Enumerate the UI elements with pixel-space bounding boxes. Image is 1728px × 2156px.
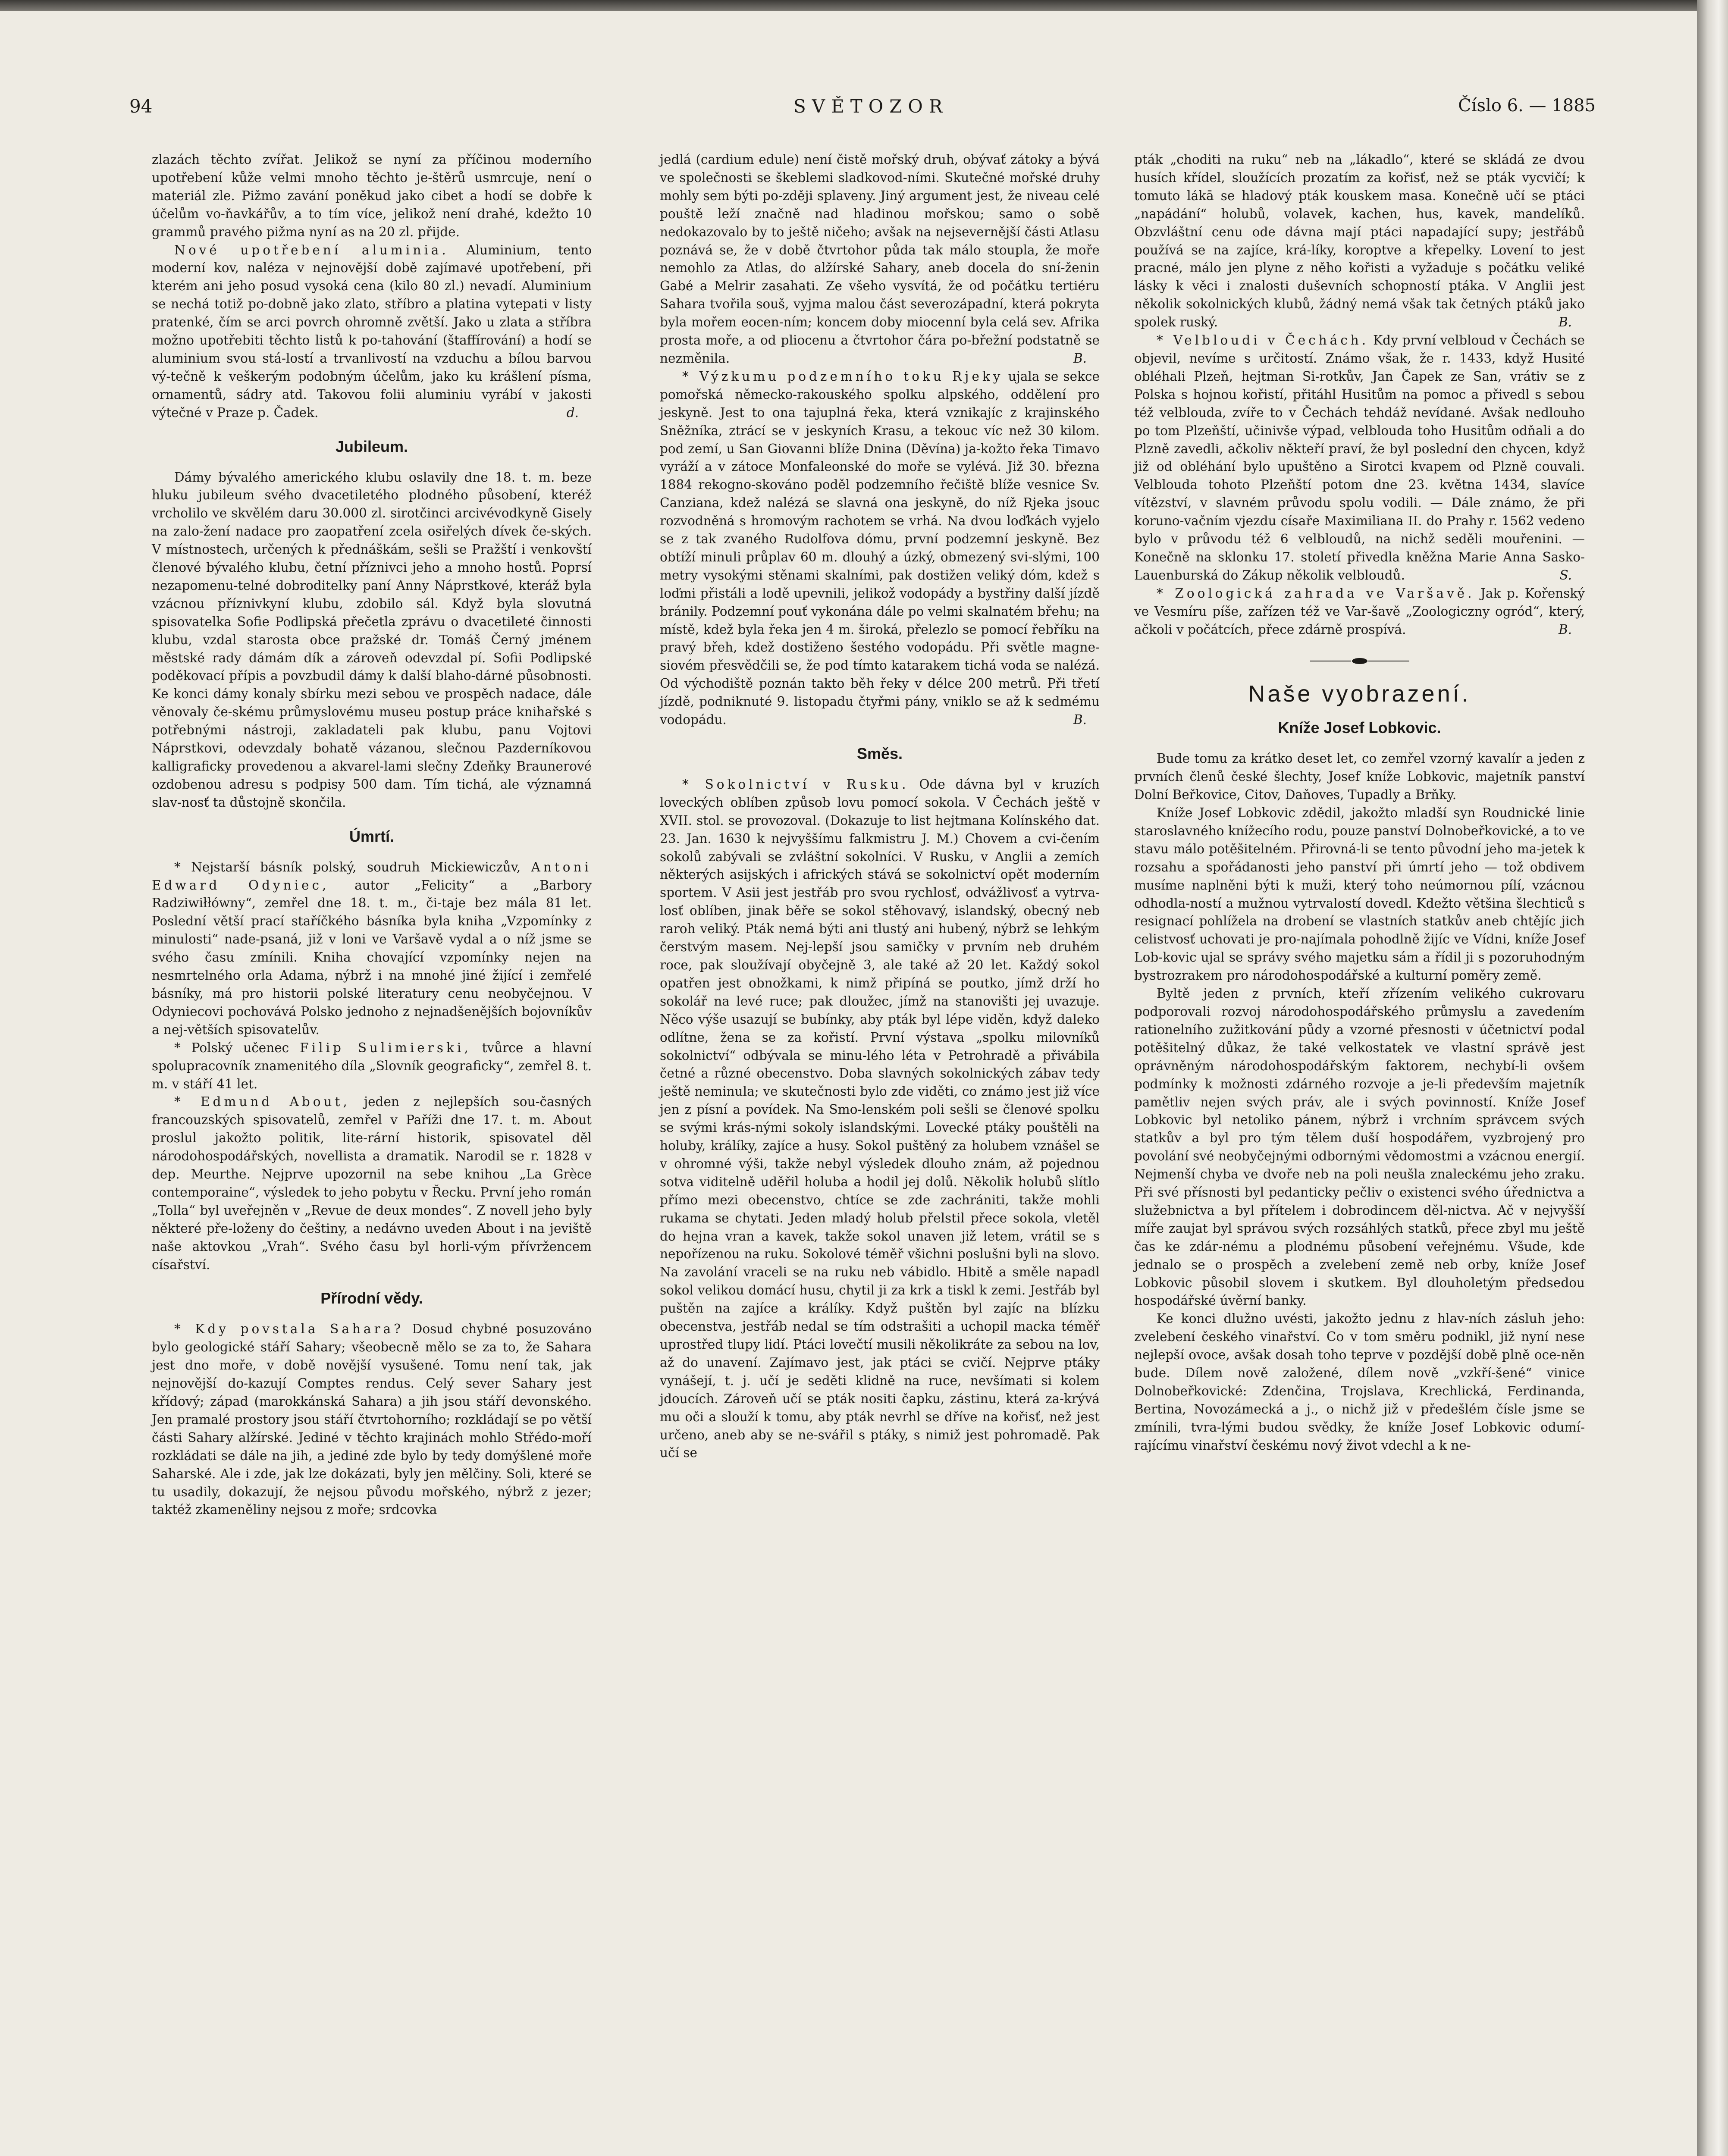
book-spine-edge xyxy=(1697,0,1728,2156)
author-signature: d. xyxy=(566,405,579,420)
article-sahara: * Kdy povstala Sahara? Dosud chybné posuzováno bylo geologické stáří Sahary; všeobecně mělo se za to, že Sahara jest dno moře, v době novější vysušené. Tomu není tak, jak nejnovější do-kazují Comptes rendus. Celý sever Sahary jest křídový; západ (marokkánská Sahara) a jih jsou stáří devonského. Jen pramalé prostory jsou stáří čtvrtohorního; rozkládají se po větší části Sahary alžírské. Jediné v těchto krajinách mohlo Střédo-moří rozkládati se dále na jih, a jediné zde bylo by tedy domýšlené moře Saharské. Ale i zde, jak lze dokázati, byly jen mělčiny. Soli, které se tu usadily, dokazují, že nejsou původu mořského, nýbrž z jezer; taktéž zkameněliny nejsou z moře; srdcovka xyxy=(152,1322,592,1517)
person-name: Antoni Edward Odyniec, xyxy=(152,859,592,893)
author-signature: S. xyxy=(1559,567,1572,583)
column-3 xyxy=(1134,151,1585,1455)
obituary-sulimierski: * Polský učenec Filip Sulimierski, tvůrce a hlavní spolupracovník znamenitého díla „Slovník geograficky“, zemřel 8. t. m. v stáří 41 let. xyxy=(152,1040,592,1091)
scan-top-edge xyxy=(0,0,1697,11)
article-sokolnictvi: * Sokolnictví v Rusku. Ode dávna byl v kruzích loveckých oblíben způsob lovu pomocí sokola. V Čechách ještě v XVII. stol. se provozoval. (Dokazuje to list hejtmana Kolínského dat. 23. Jan. 1630 k nejvyššímu falkmistru J. M.) Chovem a cvi-čením sokolů zabývali se zvláštní sokolníci. V Rusku, v Anglii a zemích některých asijských i afrických stává se sokolnictví opět moderním sportem. V Asii jest jestřáb pro svou rychlosť, odvážlivosť a vytrva-losť oblíben, jinak běře se sokol stěhovavý, islandský, obecný neb raroh veliký. Pták nemá býti ani tlustý ani hubený, nýbrž se lehkým čerstvým masem. Nej-lepší jsou samičky v prvním neb druhém roce, pak sloužívají obyčejně 3, ale také až 20 let. Každý sokol opatřen jest obnožkami, k nimž připíná se poutko, jímž drží ho sokolář na levé ruce; pak dloužec, jímž na stanovišti jej uvazuje. Něco výše usazují se bubínky, aby pták byl lépe viděn, když daleko odlítne, žena se za kořistí. První výstava „spolku milovníků sokolnictví“ odbývala se minu-lého léta v Petrohradě a přivábila četné a různé obecenstvo. Doba slavných sokolnických zábav tedy ještě neminula; ve skutečnosti bylo zde viděti, co známo jest již více jen z písní a povídek. Na Smo-lenském poli sešli se členové spolku se svými krás-nými sokoly islandskými. Lovecké ptáky pouštěli na holuby, králíky, zajíce a husy. Sokol puštěný za holubem vznášel se v ohromné výši, takže nebyl výsledek dlouho znám, až pojednou sotva viditelně uděřil holuba a hodil jej dolů. Několik holubů slítlo přímo mezi obecenstvo, chtíce se zde zachrániti, takže mohli rukama se chytati. Jeden mladý holub přelstil přece sokola, vletěl do hejna vran a kavek, takže sokol unaven již letem, vrátil se s nepořízenou na ruku. Sokolové téměř všichni poslušni byli na slovo. Na zavolání vraceli se na ruku neb vábidlo. Hbitě a směle napadl sokol velikou domácí husu, chytil ji za krk a tiskl k zemi. Jestřáb byl puštěn na zajíce a králíky. Když puštěn byl zajíc na blízku obecenstva, jestřáb nedal se tím odstrašiti a uchopil macka téměř uprostřed tlupy lidí. Ptáci lovečtí musili několikráte za sebou na lov, až do unavení. Zajímavo jest, jak ptáci se cvičí. Nejprve ptáky vynášejí, t. j. učí je seděti klidně na ruce, nevšímati si kolem jdoucích. Zároveň učí se pták nositi čapku, zástinu, která za-krývá mu oči a slouží k tomu, aby pták nevrhl se dříve na kořisť, než jest určeno, aneb aby se ne-svářil s ptáky, s nimiž jest pohromadě. Pak učí se xyxy=(660,777,1100,1460)
person-name: Filip Sulimierski, xyxy=(300,1040,471,1055)
issue-label: Číslo 6. — 1885 xyxy=(1458,96,1596,116)
section-divider-ornament xyxy=(1310,656,1409,666)
obituary-odyniec: * Nejstarší básník polský, soudruh Mickiewiczův, Antoni Edward Odyniec, autor „Felicity“ a „Barbory Radziwiłłówny“, zemřel dne 18. t. m., či-taje bez mála 81 let. Poslední větší prací staříčkého básníka byla kniha „Vzpomínky z minulosti“ nade-psaná, již v loni ve Varšavě vydal a o níž jsme se svého času zmínili. Kniha chovající vzpomínky nejen na nesmrtelného orla Adama, nýbrž i na mnohé jiné žijící i zemřelé básníky, má pro historii polské literatury cenu neobyčejnou. V Odyniecovi pochovává Polsko jednoho z nejnadšenějších bojovníkův a nej-větších spisovatelův. xyxy=(152,859,592,1037)
section-heading-umrti: Úmrtí. xyxy=(349,827,394,845)
section-heading-jubileum: Jubileum. xyxy=(335,437,408,455)
article-jubileum: Dámy bývalého amerického klubu oslavily dne 18. t. m. beze hluku jubileum svého dvacetiletého plodného působení, kteréž vrcholilo ve skvělém daru 30.000 zl. sirotčinci arcivévodkyně Gisely na zalo-žení nadace pro zaopatření zcela osiřelých dívek če-ských. V místnostech, určených k přednáškám, sešli se Pražští i venkovští členové bývalého klubu, četní příznivci jeho a mnoho hostů. Poprsí nezapomenu-telné dobroditelky paní Anny Náprstkové, kteráž byla vzácnou příznivkyní klubu, zdobilo sál. Když byla slovutná spisovatelka Sofie Podlipská přečetla zprávu o dvacetileté činnosti klubu, vzdal starosta obce pražské dr. Tomáš Černý jménem městské rady dámám dík a zároveň odevzdal pí. Sofii Podlipské poděkovací přípis a povzbudil dámy k další blaho-dárné působnosti. Ke konci dámy konaly sbírku mezi sebou ve prospěch nadace, dále věnovaly če-skému průmyslovému museu postup práce knihařské s potřebnými nástroji, zakladateli pak klubu, panu Vojtovi Náprstkovi, odevzdaly bohatě vázanou, slečnou Pazderníkovou kalligraficky provedenou a akvarel-lami slečny Zdeňky Braunerové ozdobenou adresu s podpisy 500 dam. Tím tichá, ale významná slav-nosť ta důstojně skončila. xyxy=(152,470,592,810)
article-title: * Kdy povstala Sahara? xyxy=(174,1322,404,1337)
author-signature: B. xyxy=(1558,315,1572,330)
article-title: * Zoologická zahrada ve Varšavě. xyxy=(1157,586,1475,601)
article-continuation: zlazách těchto zvířat. Jelikož se nyní za příčinou moderního upotřebení kůže velmi mnoho těchto je-štěrů usmrcuje, není o materiál zle. Pižmo zavání poněkud jako cibet a hodí se dobře k účelům vo-ňavkářův, a to tím více, jelikož není drahé, kdežto 10 grammů pravého pižma nyní as na 20 zl. přijde. xyxy=(152,152,592,239)
article-title: Nové upotřebení aluminia. xyxy=(174,242,449,257)
article-title: * Sokolnictví v Rusku. xyxy=(682,777,909,792)
author-signature: B. xyxy=(1558,622,1572,637)
section-heading-nase-vyobrazeni: Naše vyobrazení. xyxy=(1248,681,1471,707)
section-heading-smes: Směs. xyxy=(856,745,903,762)
article-lobkovic-p1: Bude tomu za krátko deset let, co zemřel vzorný kavalír a jeden z prvních členů české šlechty, Josef kníže Lobkovic, majetník panství Dolní Beřkovice, Citov, Daňoves, Tupadly a Brňky. xyxy=(1134,751,1585,802)
article-velbloudi: * Velbloudi v Čechách. Kdy první velbloud v Čechách se objevil, nevíme s určitostí. Známo však, že r. 1433, když Husité obléhali Plzeň, hejtman Si-rotkův, Jan Čapek ze San, vrátiv se z Polska s hojnou kořistí, přitáhl Husitům na pomoc a přivedl s sebou též velblouda, zvíře to v Čechách tehdáž nevídané. Avšak nedlouho po tom Plzeňští, učinivše výpad, velblouda toho Husitům odňali a do Plzně zavedli, ačkoliv někteří praví, že byl poslední den chycen, když již od obléhání bylo upuštěno a Sirotci kvapem od Plzně couvali. Velblouda tohoto Plzeňští potom dne 23. května 1434, slavíce vítězství, v slavném průvodu spolu vodili. — Dále známo, že při koruno-vačním vjezdu císaře Maximiliana II. do Prahy r. 1562 vedeno bylo v průvodu též 6 velbloudů, na nichž seděli mouřenini. — Konečně na sklonku 17. století přivedla kněžna Marie Anna Sasko-Lauenburská do Zákup několik velbloudů. S. xyxy=(1134,332,1585,585)
article-sokolnictvi-continuation: pták „choditi na ruku“ neb na „lákadlo“, které se skládá ze dvou husích křídel, sloužících prozatím za kořisť, než se pták vycvičí; k tomuto lákā se hladový pták kouskem masa. Konečně učí se ptáci „napádání“ holubů, volavek, kachen, hus, kavek, mandelíků. Obzvláštní cenu ode dávna mají ptáci napadající supy; jestřábů používá se na zajíce, krá-líky, koroptve a křepelky. Lovení to jest pracné, málo jen plyne z něho kořisti a vyžaduje s počátku veliké lásky k věci i znalosti duševních schopností ptáka. V Anglii jest několik sokolnických klubů, žádný nemá však tak četných ptáků jako spolek ruský. B. xyxy=(1134,151,1585,332)
article-body: Aluminium, tento moderní kov, naléza v nejnovější době zajímavé upotřebení, při kterém ani jeho posud vysoká cena (kilo 80 zl.) nevadí. Aluminium se nechá totiž po-dobně jako zlato, stříbro a platina vytepati v listy pratenké, čím se arci povrch ohromně zvětší. Jako u zlata a stříbra možno upotřebiti těchto listů k po-tahování (štaffírování) a hodí se aluminium svou stá-lostí a trvanlivostí na vzduchu a bílou barvou vý-tečně k veškerým podobným účelům, jako ku krášlení písma, ornamentů, sádry atd. Takovou folii aluminiu vyrábí v jakosti výtečné v Praze p. Čadek. xyxy=(152,242,592,420)
article-zoo: * Zoologická zahrada ve Varšavě. Jak p. Kořenský ve Vesmíru píše, zařízen též ve Var-šavě „Zoologiczny ogród“, který, ačkoli v počátcích, přece zdárně prospívá. B. xyxy=(1134,585,1585,639)
obituary-about: * Edmund About, jeden z nejlepších sou-časných francouzských spisovatelů, zemřel v Paříži dne 17. t. m. About proslul jakožto politik, lite-rární historik, spisovatel děl národohospodářských, novellista a dramatik. Narodil se r. 1828 v dep. Meurthe. Nejprve upozornil na sebe knihou „La Grèce contemporaine“, výsledek to jeho pobytu v Řecku. První jeho román „Tolla“ byl uveřejněn v „Revue de deux mondes“. Z novell jeho byly některé pře-loženy do češtiny, a nedávno uveden About i na jeviště naše aktovkou „Vrah“. Svého času byl horli-vým přívržencem císařství. xyxy=(152,1094,592,1272)
column-2 xyxy=(660,151,1100,1462)
article-sahara-continuation: jedlá (cardium edule) není čistě mořský druh, obývať zátoky a bývá ve společnosti se škeblemi sladkovod-ními. Skutečné mořské druhy mohly sem býti po-zději splaveny. Jiný argument jest, že niveau celé pouště leží značně nad hladinou mořskou; samo o sobě nedokazovalo by to ještě ničeho; avšak na nejsevernější části Atlasu poznává se, že v době čtvrtohor půda tak málo stoupla, že moře nemohlo za Atlas, do alžírské Sahary, aneb docela do sní-ženin Gabé a Melrir zasahati. Ze všeho vysvítá, že od počátku tertiéru Sahara tvořila souš, vyjma malou část severozápadní, která pokryta byla mořem eocen-ním; koncem doby miocenní byla celá sev. Afrika prosta moře, a od pliocenu a čtvrtohor čára po-břežní podstatně se nezměnila. B. xyxy=(660,151,1100,368)
article-lobkovic-p2: Kníže Josef Lobkovic zdědil, jakožto mladší syn Roudnické linie staroslavného knížecího rodu, pouze panství Dolnobeřkovické, a to ve stavu málo potěšitelném. Přirovná-li se tento původní jeho ma-jetek k rozsahu a spořádanosti jeho panství při úmrtí jeho — tož obdivem musíme naplněni býti k muži, který toho neúmornou pílí, vzácnou odhodla-ností a mužnou vytrvalostí dovedl. Kdežto většina šlechticů s resignací pohlížela na drobení se vlastních statkův aneb chtějíc jich celistvosť uchovati je pro-najímala pohodlně žijíc ve Vídni, kníže Josef Lob-kovic ujal se správy svého majetku sám a řídil ji s pozoruhodným bystrozrakem pro národohospodářské a kulturní poměry země. xyxy=(1134,805,1585,983)
author-signature: B. xyxy=(1073,351,1087,366)
column-1 xyxy=(152,151,592,1519)
article-rjeka: * Výzkumu podzemního toku Rjeky ujala se sekce pomořská německo-rakouského spolku alpského, oddělení pro jeskyně. Jest to ona tajuplná řeka, která vznikajíc z krajinského Sněžníka, ztrácí se v jeskyních Krasu, a tekouc víc než 30 kilom. pod zemí, u San Giovanni blíže Dnina (Děvína) ja-kožto řeka Timavo vyráží a v zátoce Monfaleonské do moře se vylévá. Již 30. března 1884 rekogno-skováno poděl podzemního řečiště blíže vesnice Sv. Canziana, kdež nalézá se slavná ona jeskyně, do níž Rjeka jsouc rozvodněná s hromovým rachotem se vrhá. Na dvou loďkách vyjelo se z tak zvaného Rudolfova dómu, první podzemní jeskyně. Bez obtíží minuli průplav 60 m. dlouhý a úzký, obmezený svi-slými, 100 metry vysokými stěnami skalními, pak dostižen veliký dóm, kdež s loďmi přistáli a lodě upevnili, jelikož vodopády a bystřiny další jízdě bránily. Podzemní pouť vykonána dále po velmi skalnatém břehu; na místě, kdež byla řeka jen 4 m. široká, přelezlo se pomocí řebříku na pravý břeh, kdež dostiženo šestého vodopádu. Při světle magne-siovém přesvědčili se, že pod tímto katarakem tichá voda se nalézá. Od východiště poznán takto běh řeky v délce 200 metrů. Při třetí jízdě, podniknuté 9. listopadu čtyřmi pány, vniklo se až k sedmému vodopádu. B. xyxy=(660,368,1100,729)
article-title: * Výzkumu podzemního toku Rjeky xyxy=(682,369,1004,384)
person-name: * Edmund About, xyxy=(174,1094,350,1109)
article-lobkovic-p4: Ke konci dlužno uvésti, jakožto jednu z hlav-ních zásluh jeho: zvelebení českého vinařství. Co v tom směru podnikl, již nyní nese nejlepší ovoce, avšak dosah toho teprve v pozdější době plně oce-něn bude. Dílem nově založené, dílem nově „vzkří-šené“ vinice Dolnobeřkovické: Zdenčina, Trojslava, Krechlická, Ferdinanda, Bertina, Novozámecká a j., o nichž již v předešlém čísle jsme se zmínili, tvra-lými budou svědky, že kníže Josef Lobkovic odumí-rajícímu vinařství českému nový život vdechl a k ne- xyxy=(1134,1311,1585,1453)
article-title: * Velbloudi v Čechách. xyxy=(1157,333,1369,348)
author-signature: B. xyxy=(1073,712,1087,727)
masthead-title: SVĚTOZOR xyxy=(793,96,949,117)
article-lobkovic-p3: Byltě jeden z prvních, kteří zřízením velikého cukrovaru podporovali rozvoj národohospodářského průmyslu a zavedením rationelního zužitkování půdy a vzorné přesnosti v účetnictví podal potěšitelný důkaz, že také velkostatek ve vlastní správě jest oprávněným národohospodářským faktorem, nechybí-li ovšem podmínky k možnosti zdárného rozvoje a je-li především majetník pamětliv nejen svých práv, ale i svých povinností. Kníže Josef Lobkovic byl netoliko pánem, nýbrž i vrchním správcem svých statkův a byl pro tým tělem duší hospodářem, vyzbrojený pro povolání své neobyčejnými odbornými vědomostmi a vzácnou energií. Nejmenší chyba ve dvoře neb na poli neušla znaleckému jeho zraku. Při své přísnosti byl pedanticky pečliv o existenci svého úřednictva a služebnictva a byl přítelem i dobrodincem děl-nictva. Ač v nejvyšší míře zaujat byl správou svých rozsáhlých statků, přece zbyl mu ještě čas ke zdár-nému a plodnému působení veřejnému. Všude, kde jednalo se o prospěch a zvelebení země neb orby, kníže Josef Lobkovic působil slovem i skutkem. Byl dlouholetým předsedou hospodářské úvěrní banky. xyxy=(1134,986,1585,1308)
page-number: 94 xyxy=(129,96,153,117)
article-heading-lobkovic: Kníže Josef Lobkovic. xyxy=(1278,719,1441,737)
article-aluminium xyxy=(152,241,592,422)
page-header xyxy=(129,96,1596,126)
section-heading-prirodni-vedy: Přírodní vědy. xyxy=(320,1289,423,1307)
